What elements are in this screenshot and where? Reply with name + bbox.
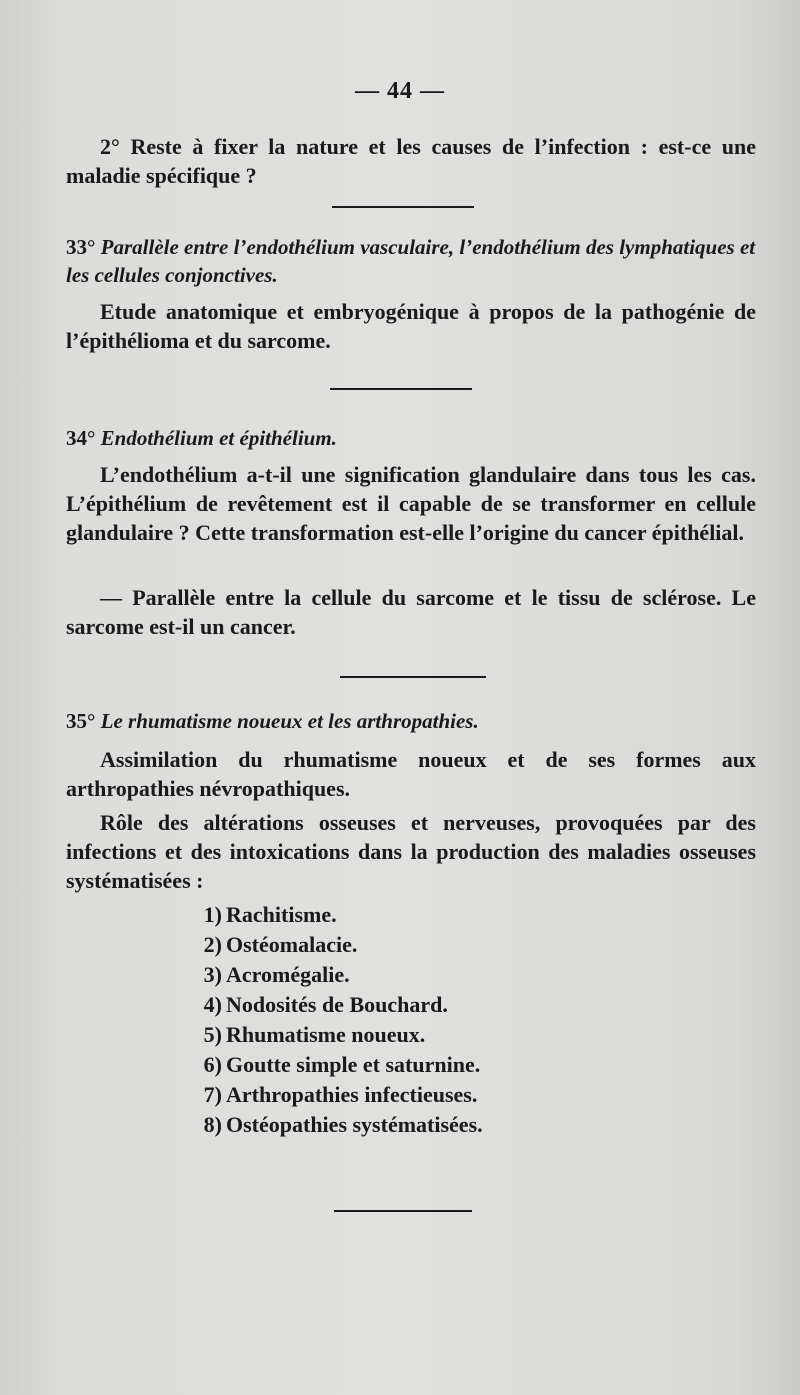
list-item xyxy=(192,1052,480,1078)
item-34-title: Endothélium et épithélium. xyxy=(100,426,337,450)
list-item-number: 8) xyxy=(203,1112,222,1137)
item-35-title: Le rhumatisme noueux et les arthropathies. xyxy=(100,709,479,733)
item-2-text: 2° Reste à fixer la nature et les causes de l’infection : est-ce une maladie spécifique ? xyxy=(66,134,756,188)
item-34-body-2: — Parallèle entre la cellule du sarcome et le tissu de sclérose. Le sarcome est-il un cancer. xyxy=(66,585,756,639)
list-item-number: 3) xyxy=(203,962,222,987)
list-item-text: Ostéomalacie. xyxy=(226,932,358,957)
section-divider xyxy=(340,676,486,678)
item-33-number: 33° xyxy=(66,235,96,259)
item-33-title: Parallèle entre l’endothélium vasculaire, l’endothélium des lymphatiques et les cellules conjonctives. xyxy=(66,235,756,287)
list-item-text: Rhumatisme noueux. xyxy=(226,1022,426,1047)
item-34-number: 34° xyxy=(66,426,96,450)
list-item xyxy=(192,932,357,958)
section-divider xyxy=(330,388,472,390)
list-item-number: 4) xyxy=(203,992,222,1017)
item-34-body-1: L’endothélium a-t-il une signification glandulaire dans tous les cas. L’épithélium de revêtement est il capable de se transformer en cellule glandulaire ? Cette transformation est-elle l’origine du cancer épithélial. xyxy=(66,462,756,545)
list-item-number: 1) xyxy=(203,902,222,927)
item-33-body: Etude anatomique et embryogénique à propos de la pathogénie de l’épithélioma et du sarcome. xyxy=(66,299,756,353)
item-33-heading xyxy=(66,233,756,289)
list-item-text: Rachitisme. xyxy=(226,902,337,927)
item-35-number: 35° xyxy=(66,709,96,733)
item-34-heading xyxy=(66,424,756,452)
list-item-number: 2) xyxy=(203,932,222,957)
list-item-text: Acromégalie. xyxy=(226,962,350,987)
item-35-heading xyxy=(66,707,756,735)
section-divider xyxy=(332,206,474,208)
list-item-number: 6) xyxy=(203,1052,222,1077)
list-item-text: Arthropathies infectieuses. xyxy=(226,1082,478,1107)
list-item xyxy=(192,962,350,988)
list-item xyxy=(192,1082,477,1108)
item-35-body-2: Rôle des altérations osseuses et nerveuses, provoquées par des infections et des intoxications dans la production des maladies osseuses systématisées : xyxy=(66,810,756,893)
page-number: — 44 — xyxy=(355,78,445,104)
section-divider xyxy=(334,1210,472,1212)
list-item xyxy=(192,992,448,1018)
list-item-text: Nodosités de Bouchard. xyxy=(226,992,448,1017)
list-item-text: Ostéopathies systématisées. xyxy=(226,1112,483,1137)
list-item-text: Goutte simple et saturnine. xyxy=(226,1052,481,1077)
list-item-number: 7) xyxy=(203,1082,222,1107)
item-35-body-1: Assimilation du rhumatisme noueux et de ses formes aux arthropathies névropathiques. xyxy=(66,747,756,801)
list-item xyxy=(192,1022,425,1048)
list-item xyxy=(192,1112,483,1138)
list-item-number: 5) xyxy=(203,1022,222,1047)
list-item xyxy=(192,902,337,928)
